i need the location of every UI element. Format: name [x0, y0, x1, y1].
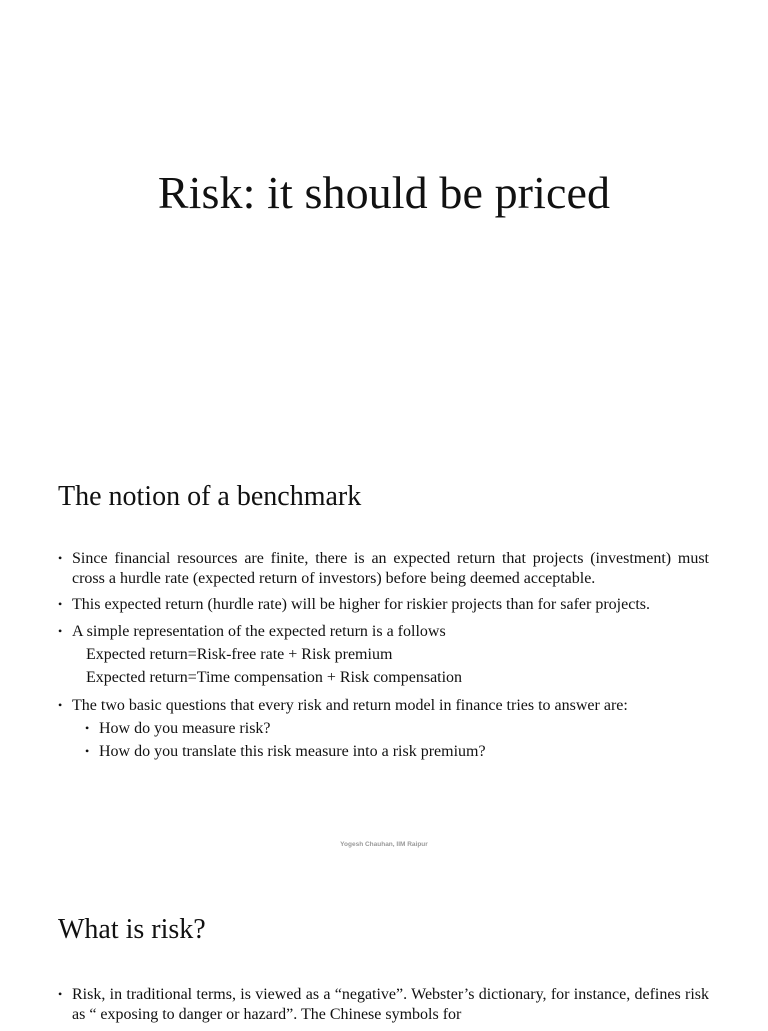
sub-bullet-list: [72, 719, 709, 762]
bullet-text: Since financial resources are finite, there is an expected return that projects (investment) must cross a hurdle rate (expected return of investors) before being deemed acceptable.: [72, 550, 709, 587]
bullet-item: [58, 985, 709, 1024]
bullet-text: Risk, in traditional terms, is viewed as a “negative”. Webster’s dictionary, for instance, defines risk as “ exposing to danger or hazard”. The Chinese symbols for: [72, 986, 709, 1023]
bullet-list: [58, 549, 709, 769]
bullet-item: [58, 549, 709, 588]
bullet-icon: •: [85, 720, 90, 735]
sub-bullet-item: [72, 719, 709, 739]
title-slide: [0, 0, 768, 460]
sub-bullet-text: How do you translate this risk measure into a risk premium?: [99, 743, 486, 760]
sub-bullet-item: [72, 742, 709, 762]
bullet-text: A simple representation of the expected return is a follows: [72, 622, 446, 640]
bullet-item: [58, 622, 709, 690]
formula-line: Expected return=Time compensation + Risk compensation: [86, 669, 463, 686]
bullet-icon: •: [58, 987, 63, 1001]
bullet-item: [58, 696, 709, 762]
what-is-risk-slide: [0, 880, 768, 1024]
slide-heading: What is risk?: [58, 914, 206, 945]
bullet-item: [58, 595, 709, 615]
slide-title: Risk: it should be priced: [157, 167, 611, 218]
sub-bullet-text: How do you measure risk?: [99, 719, 271, 737]
bullet-text: The two basic questions that every risk and return model in finance tries to answer are:: [72, 697, 628, 714]
bullet-text: This expected return (hurdle rate) will be higher for riskier projects than for safer projects.: [72, 596, 650, 613]
bullet-icon: •: [58, 597, 63, 611]
formula-line: Expected return=Risk-free rate + Risk premium: [86, 646, 393, 663]
slide-heading: The notion of a benchmark: [58, 481, 362, 512]
bullet-icon: •: [58, 551, 63, 565]
benchmark-slide: [0, 460, 768, 860]
slide-footer: Yogesh Chauhan, IIM Raipur: [340, 841, 428, 848]
bullet-icon: •: [58, 623, 63, 638]
bullet-icon: •: [85, 744, 90, 758]
bullet-list: [58, 985, 709, 1031]
bullet-icon: •: [58, 698, 63, 712]
